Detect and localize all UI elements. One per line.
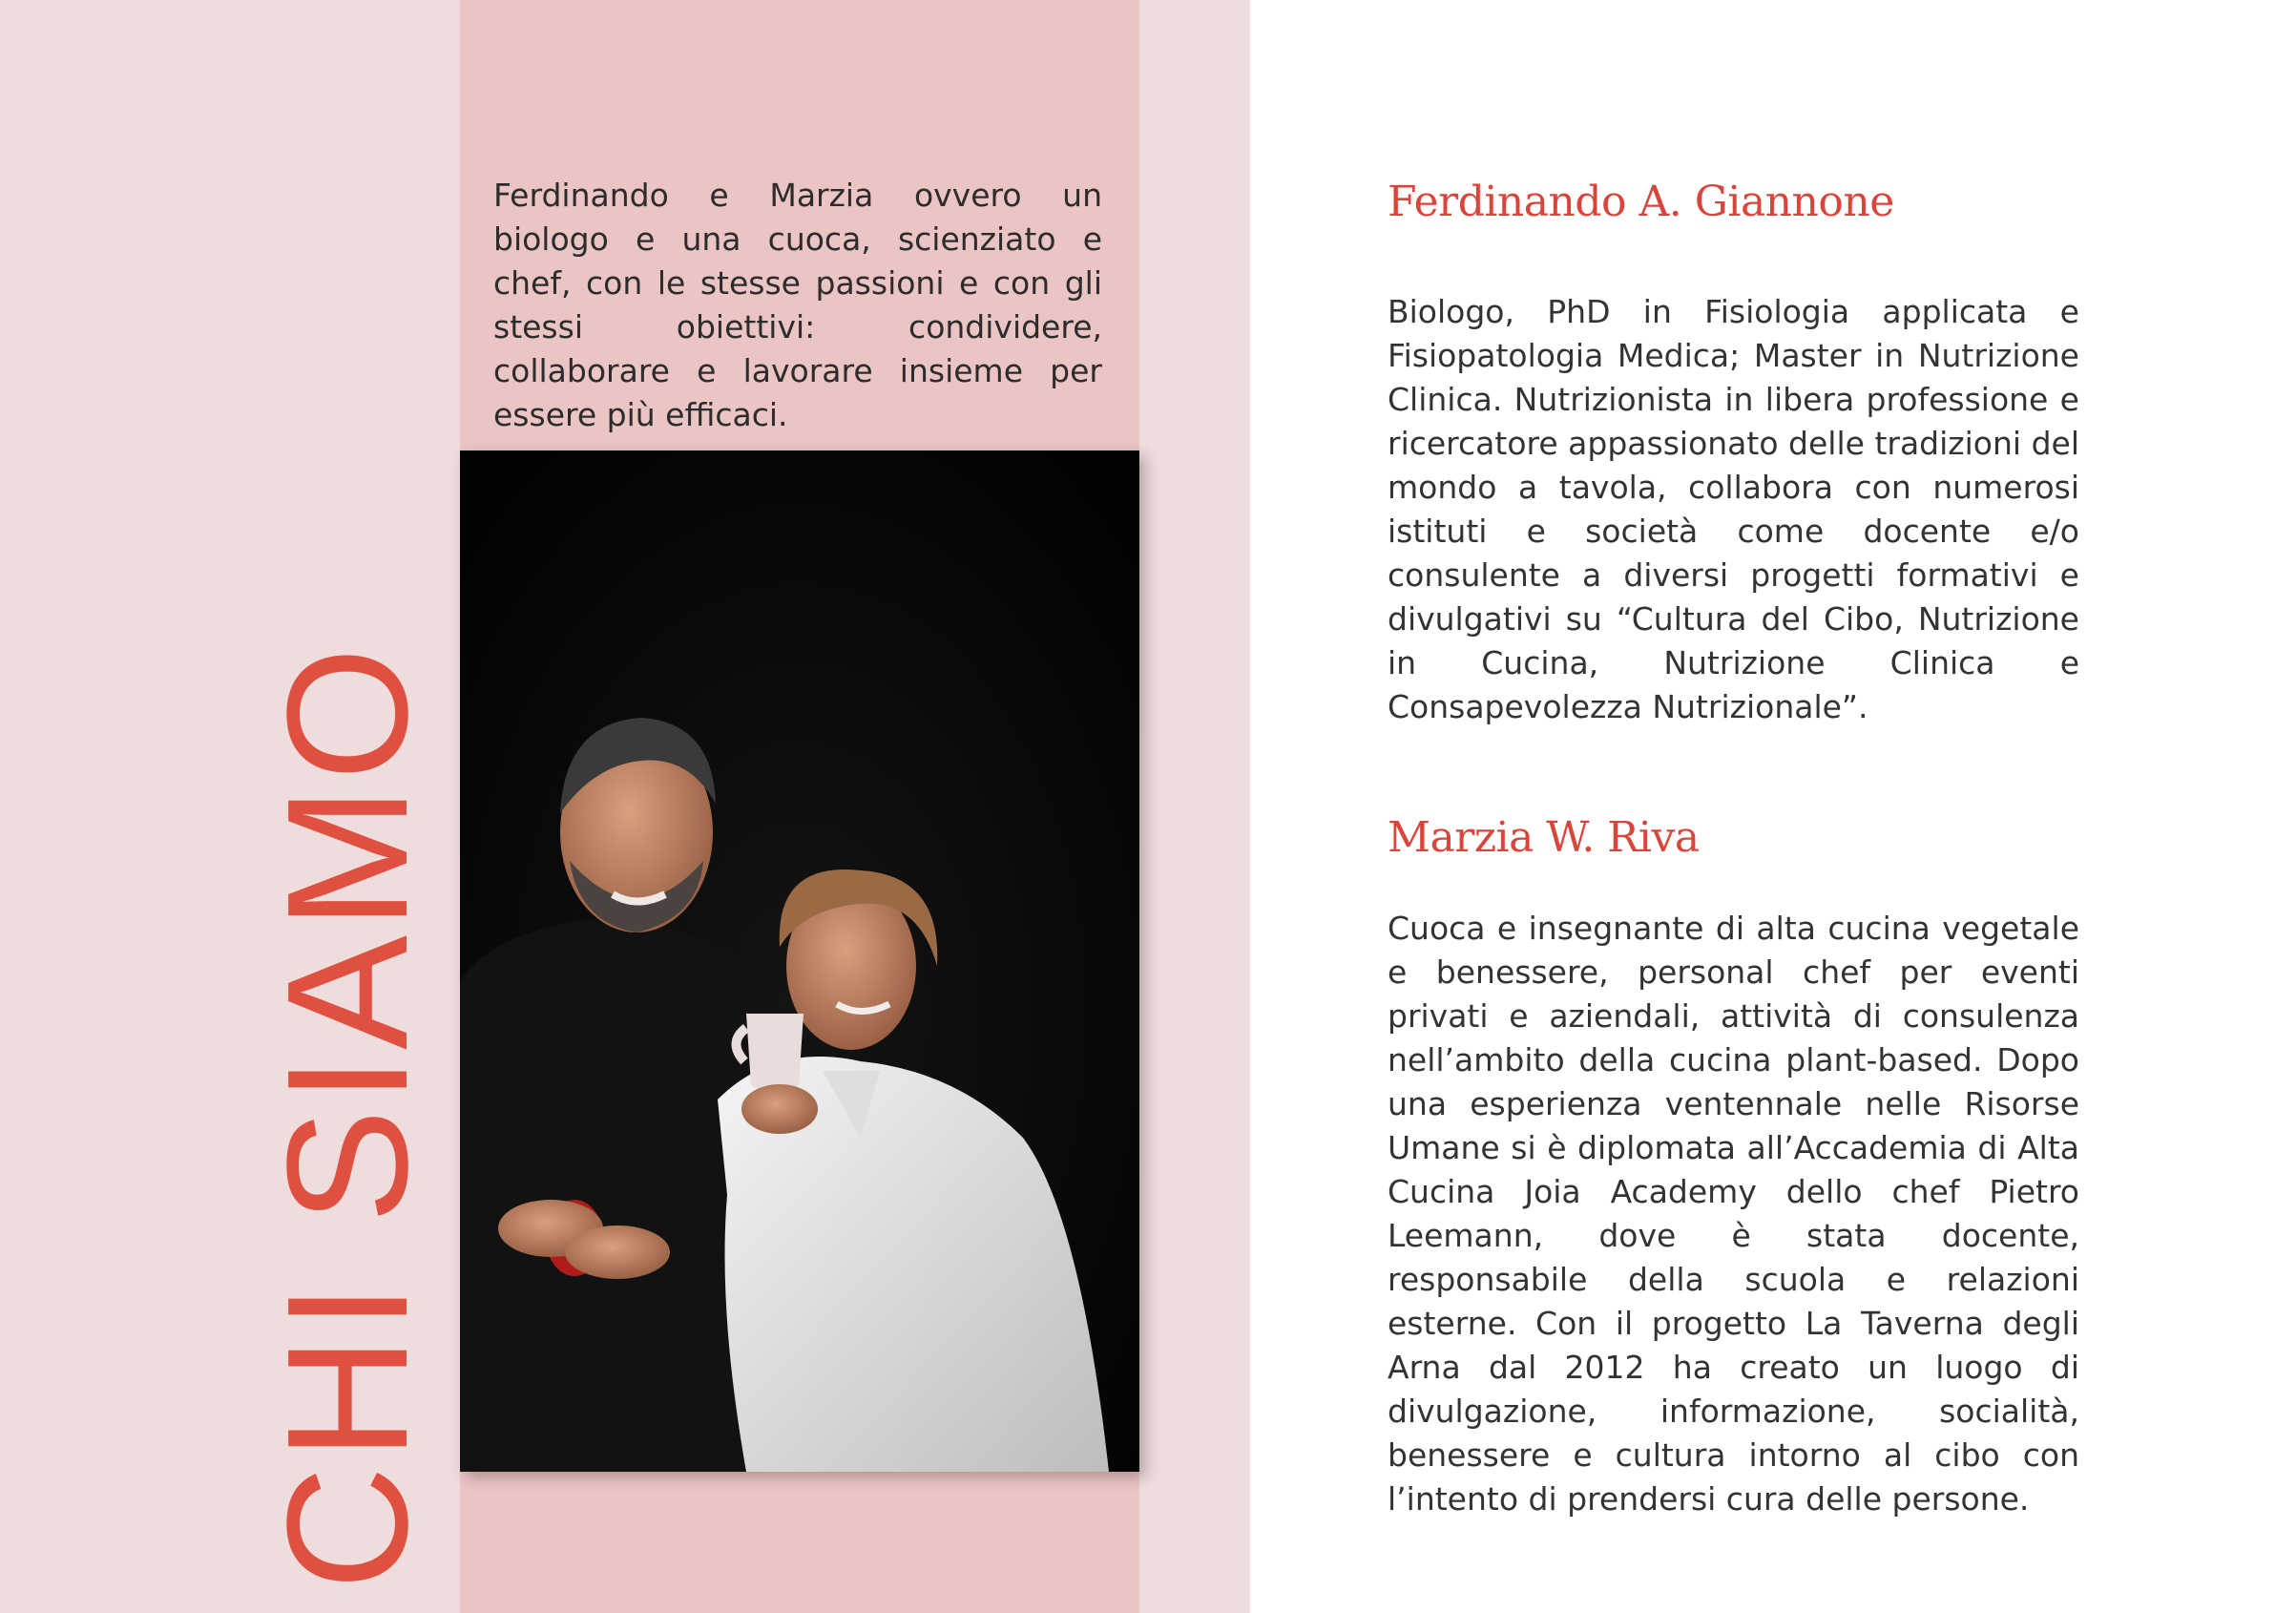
person-bio-marzia: Cuoca e insegnante di alta cucina vegetale e benessere, personal chef per eventi privati e aziendali, attività di consulenza nell’ambito della cucina plant-based. Dopo una esperienza ventennale nelle Risorse Umane si è diplomata all’Accademia di Alta Cucina Joia Academy dello chef Pietro Leemann, dove è stata docente, responsabile della scuola e relazioni esterne. Con il progetto La Taverna degli Arna dal 2012 ha creato un luogo di divulgazione, informazione, socialità, benessere e cultura intorno al cibo con l’intento di prendersi cura delle persone. xyxy=(1388,910,2079,1518)
person-name-marzia: Marzia W. Riva xyxy=(1388,813,1700,862)
intro-text: Ferdinando e Marzia ovvero un biologo e una cuoca, scienziato e chef, con le stesse passioni e con gli stessi obiettivi: condividere, collaborare e lavorare insieme per essere più efficaci. xyxy=(493,177,1102,433)
portrait-illustration xyxy=(460,450,1139,1472)
person-bio-ferdinando: Biologo, PhD in Fisiologia applicata e Fisiopatologia Medica; Master in Nutrizione Clinica. Nutrizionista in libera professione e ricercatore appassionato delle tradizioni del mondo a tavola, collabora con numerosi istituti e società come docente e/o consulente a diversi progetti formativi e divulgativi su “Cultura del Cibo, Nutrizione in Cucina, Nutrizione Clinica e Consapevolezza Nutrizionale”. xyxy=(1388,293,2079,725)
portrait-photo xyxy=(460,450,1139,1472)
person-name-ferdinando: Ferdinando A. Giannone xyxy=(1388,178,1894,226)
page-title: CHI SIAMO xyxy=(252,640,444,1590)
